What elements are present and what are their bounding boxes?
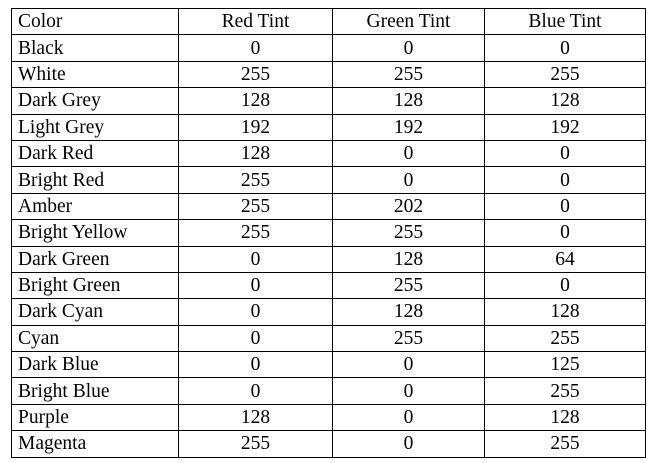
green-tint-cell: 128: [333, 246, 485, 272]
blue-tint-cell: 255: [485, 61, 646, 87]
color-name-cell: Purple: [12, 404, 179, 430]
color-name-cell: Cyan: [12, 325, 179, 351]
table-row: [12, 35, 646, 61]
green-tint-cell: 0: [333, 352, 485, 378]
table-row: [12, 431, 646, 457]
red-tint-cell: 0: [179, 272, 333, 298]
color-name-cell: Amber: [12, 193, 179, 219]
green-tint-cell: 202: [333, 193, 485, 219]
red-tint-cell: 255: [179, 167, 333, 193]
header-blue-tint: Blue Tint: [485, 9, 646, 35]
color-name-cell: Bright Blue: [12, 378, 179, 404]
red-tint-cell: 0: [179, 378, 333, 404]
red-tint-cell: 0: [179, 35, 333, 61]
header-color: Color: [12, 9, 179, 35]
color-name-cell: Bright Yellow: [12, 220, 179, 246]
blue-tint-cell: 0: [485, 167, 646, 193]
red-tint-cell: 0: [179, 325, 333, 351]
red-tint-cell: 0: [179, 352, 333, 378]
red-tint-cell: 255: [179, 431, 333, 457]
blue-tint-cell: 0: [485, 140, 646, 166]
table-header: [12, 9, 646, 35]
table-row: [12, 299, 646, 325]
table-row: [12, 61, 646, 87]
green-tint-cell: 0: [333, 35, 485, 61]
green-tint-cell: 255: [333, 272, 485, 298]
table-row: [12, 404, 646, 430]
table-row: [12, 88, 646, 114]
table-row: [12, 246, 646, 272]
color-name-cell: Bright Red: [12, 167, 179, 193]
color-name-cell: Black: [12, 35, 179, 61]
color-tint-table: [11, 8, 646, 458]
red-tint-cell: 128: [179, 404, 333, 430]
table-row: [12, 325, 646, 351]
table-row: [12, 193, 646, 219]
green-tint-cell: 0: [333, 167, 485, 193]
color-name-cell: Dark Red: [12, 140, 179, 166]
table-body: [12, 35, 646, 457]
table-row: [12, 114, 646, 140]
blue-tint-cell: 0: [485, 272, 646, 298]
color-name-cell: Dark Blue: [12, 352, 179, 378]
blue-tint-cell: 0: [485, 220, 646, 246]
blue-tint-cell: 125: [485, 352, 646, 378]
table-row: [12, 220, 646, 246]
color-name-cell: Bright Green: [12, 272, 179, 298]
blue-tint-cell: 128: [485, 299, 646, 325]
header-row: [12, 9, 646, 35]
green-tint-cell: 128: [333, 88, 485, 114]
red-tint-cell: 0: [179, 246, 333, 272]
red-tint-cell: 0: [179, 299, 333, 325]
table-row: [12, 378, 646, 404]
red-tint-cell: 192: [179, 114, 333, 140]
red-tint-cell: 128: [179, 140, 333, 166]
blue-tint-cell: 0: [485, 193, 646, 219]
red-tint-cell: 128: [179, 88, 333, 114]
red-tint-cell: 255: [179, 220, 333, 246]
color-name-cell: Dark Green: [12, 246, 179, 272]
red-tint-cell: 255: [179, 193, 333, 219]
color-name-cell: Dark Cyan: [12, 299, 179, 325]
blue-tint-cell: 64: [485, 246, 646, 272]
table-row: [12, 140, 646, 166]
color-name-cell: Dark Grey: [12, 88, 179, 114]
color-name-cell: Magenta: [12, 431, 179, 457]
color-name-cell: White: [12, 61, 179, 87]
blue-tint-cell: 128: [485, 404, 646, 430]
header-green-tint: Green Tint: [333, 9, 485, 35]
color-name-cell: Light Grey: [12, 114, 179, 140]
blue-tint-cell: 128: [485, 88, 646, 114]
blue-tint-cell: 255: [485, 431, 646, 457]
green-tint-cell: 0: [333, 431, 485, 457]
table-row: [12, 352, 646, 378]
green-tint-cell: 255: [333, 325, 485, 351]
table-row: [12, 272, 646, 298]
blue-tint-cell: 255: [485, 325, 646, 351]
green-tint-cell: 0: [333, 378, 485, 404]
green-tint-cell: 255: [333, 61, 485, 87]
red-tint-cell: 255: [179, 61, 333, 87]
table-row: [12, 167, 646, 193]
green-tint-cell: 0: [333, 140, 485, 166]
green-tint-cell: 0: [333, 404, 485, 430]
blue-tint-cell: 255: [485, 378, 646, 404]
green-tint-cell: 192: [333, 114, 485, 140]
blue-tint-cell: 0: [485, 35, 646, 61]
green-tint-cell: 128: [333, 299, 485, 325]
header-red-tint: Red Tint: [179, 9, 333, 35]
blue-tint-cell: 192: [485, 114, 646, 140]
green-tint-cell: 255: [333, 220, 485, 246]
